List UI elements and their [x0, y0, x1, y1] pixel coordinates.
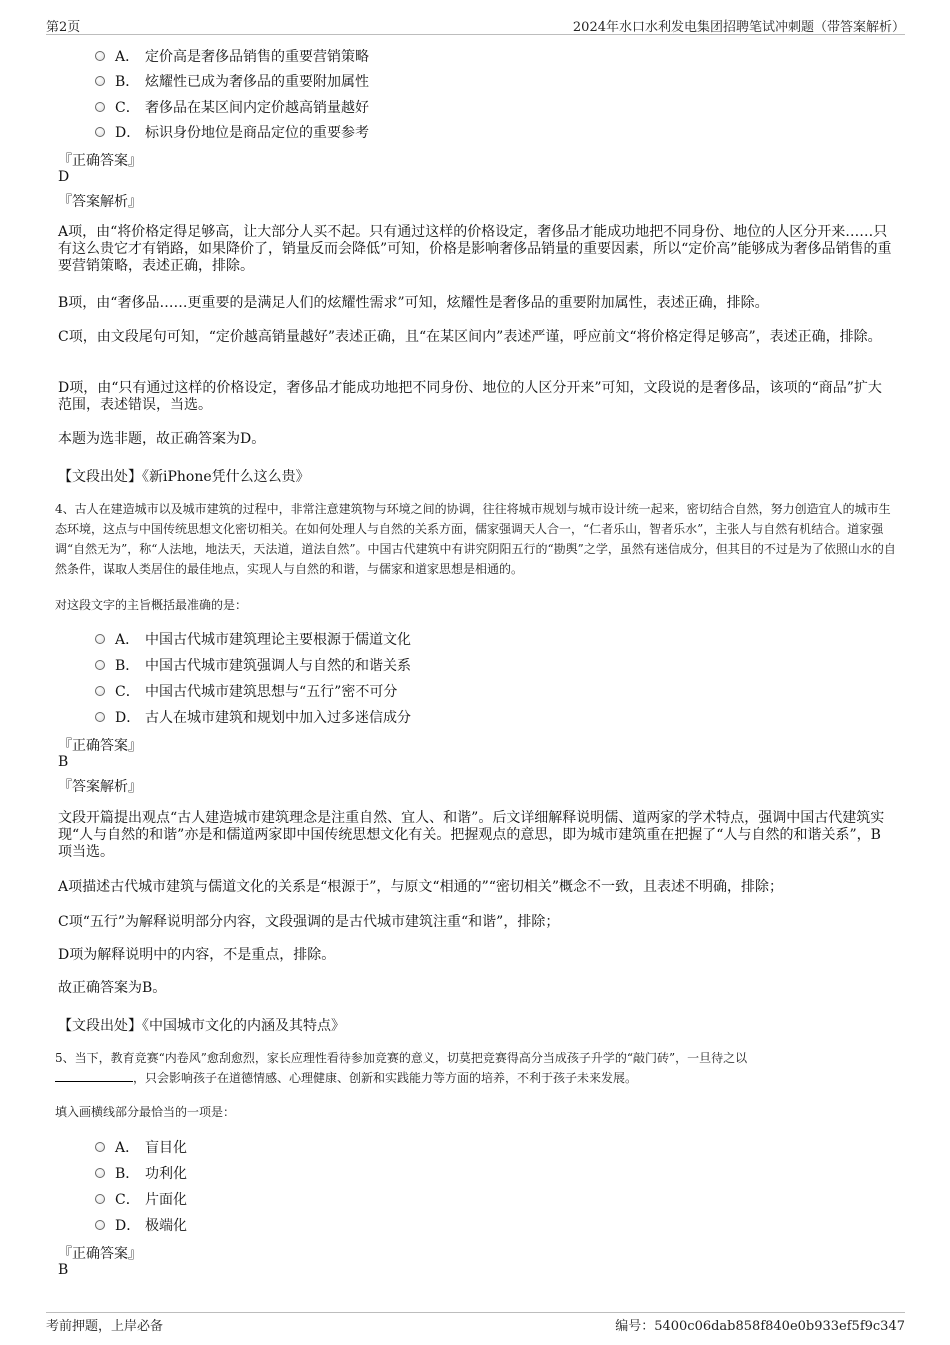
q3-analysis-c: C项，由文段尾句可知，“定价越高销量越好”表述正确，且“在某区间内”表述严谨，呼应前文“将价格定得足够高”，表述正确，排除。: [58, 329, 882, 345]
radio-icon[interactable]: [95, 634, 105, 644]
q4-answer-label: 『正确答案』: [58, 738, 142, 754]
q4-analysis-conclusion: 故正确答案为B。: [58, 980, 167, 996]
q5-text: 5、当下，教育竞赛“内卷风”愈刮愈烈，家长应理性看待参加竞赛的意义，切莫把竞赛得高分当成孩子升学的“敲门砖”，一旦待之以 ，只会影响孩子在道德情感、心理健康、创新和实践能力等方面的培养，不利于孩子未来发展。: [55, 1051, 748, 1085]
radio-icon[interactable]: [95, 1194, 105, 1204]
radio-icon[interactable]: [95, 686, 105, 696]
q4-option-c[interactable]: C． 中国古代城市建筑思想与“五行”密不可分: [95, 681, 397, 701]
document-title: 2024年水口水利发电集团招聘笔试冲刺题（带答案解析）: [572, 20, 905, 35]
document-code: 编号：5400c06dab858f840e0b933ef5f9c347: [615, 1319, 905, 1334]
q5-answer-label: 『正确答案』: [58, 1246, 142, 1262]
q4-answer: B: [58, 754, 69, 770]
q5-prompt: 填入画横线部分最恰当的一项是：: [55, 1105, 236, 1119]
q5-option-a[interactable]: A． 盲目化: [95, 1137, 187, 1157]
radio-icon[interactable]: [95, 1142, 105, 1152]
radio-icon[interactable]: [95, 76, 105, 86]
q5-option-b[interactable]: B． 功利化: [95, 1163, 187, 1183]
radio-icon[interactable]: [95, 1220, 105, 1230]
q3-answer: D: [58, 169, 70, 185]
q3-option-b[interactable]: B． 炫耀性已成为奢侈品的重要附加属性: [95, 71, 369, 91]
q4-option-b[interactable]: B． 中国古代城市建筑强调人与自然的和谐关系: [95, 655, 411, 675]
q5-option-d[interactable]: D． 极端化: [95, 1215, 187, 1235]
q4-text: 4、古人在建造城市以及城市建筑的过程中，非常注意建筑物与环境之间的协调，往往将城市规划与城市设计统一起来，密切结合自然，努力创造宜人的城市生态环境，这点与中国传统思想文化密切相关。在如何处理人与自然的关系方面，儒家强调天人合一，“仁者乐山，智者乐水”，主张人与自然有机结合。道家强调“自然无为”，称“人法地，地法天，天法道，道法自然”。中国古代建筑中有讲究阴阳五行的“勘舆”之学，虽然有迷信成分，但其目的不过是为了依照山水的自然条件，谋取人类居住的最佳地点，实现人与自然的和谐，与儒家和道家思想是相通的。: [55, 502, 896, 576]
q3-analysis-a: A项，由“将价格定得足够高，让大部分人买不起。只有通过这样的价格设定，奢侈品才能成功地把不同身份、地位的人区分开来……只有这么贵它才有销路，如果降价了，销量反而会降低”可知，价格是影响奢侈品销量的重要因素，所以“定价高”能够成为奢侈品销售的重要营销策略，表述正确，排除。: [58, 224, 892, 274]
q3-option-c[interactable]: C． 奢侈品在某区间内定价越高销量越好: [95, 97, 369, 117]
q3-analysis-d: D项，由“只有通过这样的价格设定，奢侈品才能成功地把不同身份、地位的人区分开来”可知，文段说的是奢侈品，该项的“商品”扩大范围，表述错误，当选。: [58, 380, 882, 413]
q3-analysis-b: B项，由“奢侈品……更重要的是满足人们的炫耀性需求”可知，炫耀性是奢侈品的重要附加属性，表述正确，排除。: [58, 295, 769, 311]
footer-slogan: 考前押题，上岸必备: [46, 1319, 164, 1334]
q3-analysis-label: 『答案解析』: [58, 194, 142, 210]
radio-icon[interactable]: [95, 127, 105, 137]
page-header: [46, 14, 905, 35]
q3-option-a[interactable]: A． 定价高是奢侈品销售的重要营销策略: [95, 46, 369, 66]
q4-prompt: 对这段文字的主旨概括最准确的是：: [55, 598, 248, 612]
q4-option-d[interactable]: D． 古人在城市建筑和规划中加入过多迷信成分: [95, 707, 411, 727]
radio-icon[interactable]: [95, 51, 105, 61]
q3-source: 【文段出处】《新iPhone凭什么这么贵》: [58, 469, 310, 485]
fill-in-blank: [55, 1069, 133, 1082]
page-footer: [46, 1312, 905, 1335]
q5-answer: B: [58, 1262, 69, 1278]
q4-source: 【文段出处】《中国城市文化的内涵及其特点》: [58, 1018, 345, 1034]
q4-analysis-c: C项“五行”为解释说明部分内容，文段强调的是古代城市建筑注重“和谐”，排除；: [58, 914, 560, 930]
q4-analysis-main: 文段开篇提出观点“古人建造城市建筑理念是注重自然、宜人、和谐”。后文详细解释说明儒、道两家的学术特点，强调中国古代建筑实现“人与自然的和谐”亦是和儒道两家即中国传统思想文化有关。把握观点的意思，即为城市建筑重在把握了“人与自然的和谐关系”，B项当选。: [58, 810, 885, 860]
q4-option-a[interactable]: A． 中国古代城市建筑理论主要根源于儒道文化: [95, 629, 411, 649]
q4-analysis-a: A项描述古代城市建筑与儒道文化的关系是“根源于”，与原文“相通的”“密切相关”概念不一致，且表述不明确，排除；: [58, 879, 784, 895]
radio-icon[interactable]: [95, 1168, 105, 1178]
q4-analysis-label: 『答案解析』: [58, 779, 142, 795]
radio-icon[interactable]: [95, 102, 105, 112]
q4-analysis-d: D项为解释说明中的内容，不是重点，排除。: [58, 947, 336, 963]
q3-answer-label: 『正确答案』: [58, 153, 142, 169]
q3-option-d[interactable]: D． 标识身份地位是商品定位的重要参考: [95, 122, 369, 142]
radio-icon[interactable]: [95, 712, 105, 722]
radio-icon[interactable]: [95, 660, 105, 670]
q3-analysis-conclusion: 本题为选非题，故正确答案为D。: [58, 431, 266, 447]
q5-option-c[interactable]: C． 片面化: [95, 1189, 187, 1209]
page-number: 第2页: [46, 20, 81, 35]
